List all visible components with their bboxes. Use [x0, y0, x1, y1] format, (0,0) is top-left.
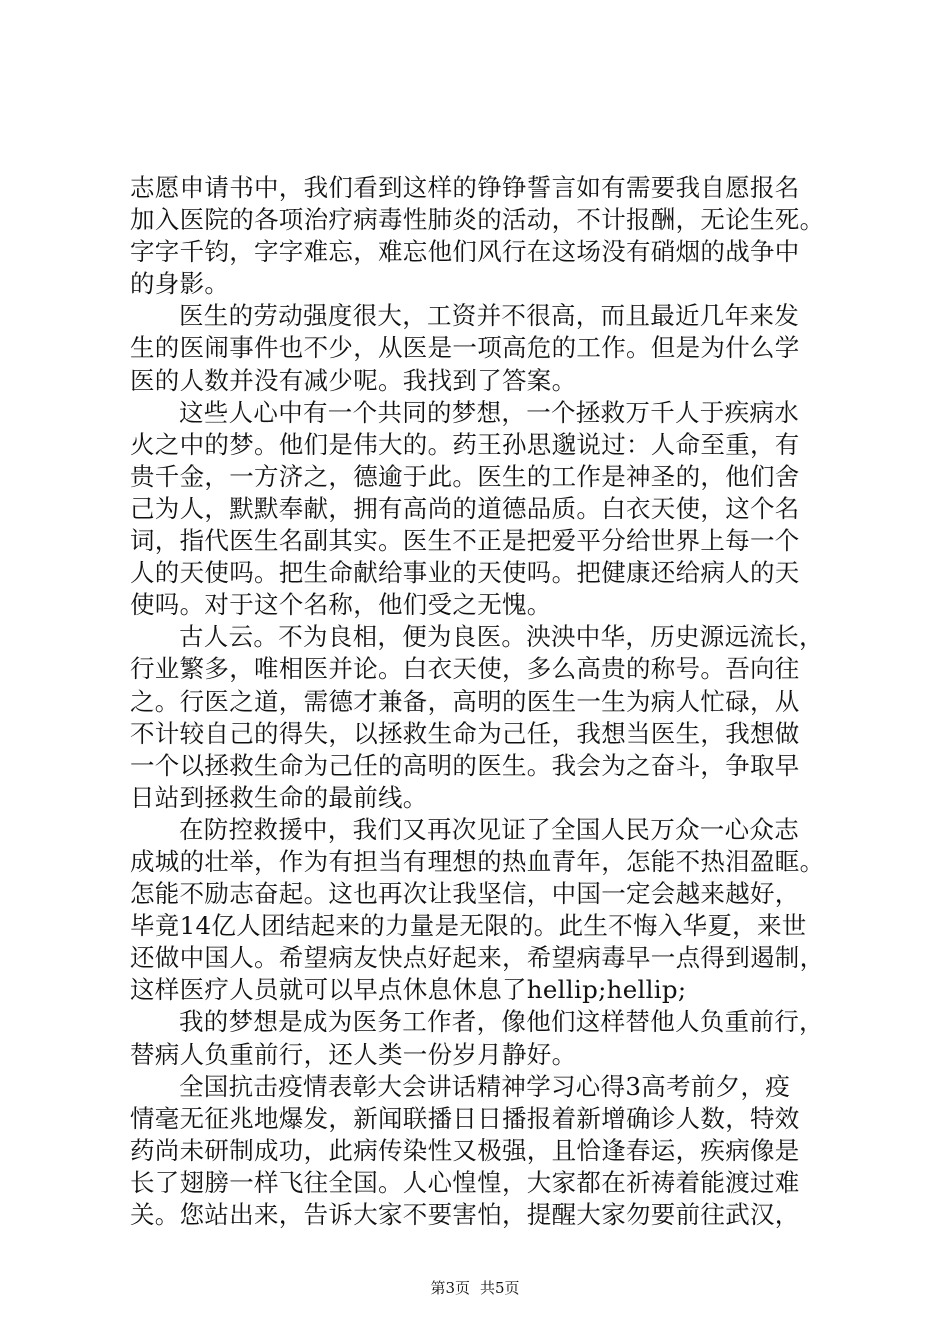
text-line: 字字千钧，字字难忘，难忘他们风行在这场没有硝烟的战争中	[130, 237, 800, 267]
text-line: 情毫无征兆地爆发，新闻联播日日播报着新增确诊人数，特效	[130, 1103, 800, 1133]
text-line: 毕竟14亿人团结起来的力量是无限的。此生不悔入华夏，来世	[130, 911, 807, 941]
text-line: 加入医院的各项治疗病毒性肺炎的活动，不计报酬，无论生死。	[130, 205, 825, 235]
text-line: 关。您站出来，告诉大家不要害怕，提醒大家勿要前往武汉，	[130, 1200, 800, 1229]
text-line: 我的梦想是成为医务工作者，像他们这样替他人负重前行，	[179, 1007, 824, 1037]
text-line: 志愿申请书中，我们看到这样的铮铮誓言如有需要我自愿报名	[130, 173, 800, 202]
text-line: 一个以拯救生命为己任的高明的医生。我会为之奋斗，争取早	[130, 750, 800, 780]
text-line: 这些人心中有一个共同的梦想，一个拯救万千人于疾病水	[179, 397, 799, 427]
text-line: 贵千金，一方济之，德逾于此。医生的工作是神圣的，他们舍	[130, 461, 800, 491]
text-line: 医的人数并没有减少呢。我找到了答案。	[130, 365, 577, 395]
text-line: 己为人，默默奉献，拥有高尚的道德品质。白衣天使，这个名	[130, 493, 800, 523]
text-line: 在防控救援中，我们又再次见证了全国人民万众一心众志	[179, 814, 799, 844]
text-line: 词，指代医生名副其实。医生不正是把爱平分给世界上每一个	[130, 526, 800, 556]
text-line: 怎能不励志奋起。这也再次让我坚信，中国一定会越来越好，	[130, 879, 800, 909]
text-line: 生的医闹事件也不少，从医是一项高危的工作。但是为什么学	[130, 333, 800, 363]
text-line: 替病人负重前行，还人类一份岁月静好。	[130, 1039, 577, 1069]
text-line: 医生的劳动强度很大，工资并不很高，而且最近几年来发	[179, 301, 799, 331]
body-text	[130, 172, 835, 1231]
text-line: 古人云。不为良相，便为良医。泱泱中华，历史源远流长，	[179, 622, 824, 652]
text-line: 长了翅膀一样飞往全国。人心惶惶，大家都在祈祷着能渡过难	[130, 1167, 800, 1197]
page-footer	[0, 1278, 950, 1298]
text-line: 成城的壮举，作为有担当有理想的热血青年，怎能不热泪盈眶。	[130, 846, 825, 876]
text-line: 全国抗击疫情表彰大会讲话精神学习心得3高考前夕，疫	[179, 1071, 791, 1101]
text-line: 不计较自己的得失，以拯救生命为己任，我想当医生，我想做	[130, 718, 800, 748]
text-line: 行业繁多，唯相医并论。白衣天使，多么高贵的称号。吾向往	[130, 654, 800, 684]
text-line: 这样医疗人员就可以早点休息休息了hellip;hellip;	[130, 975, 687, 1005]
text-line: 火之中的梦。他们是伟大的。药王孙思邈说过：人命至重，有	[130, 429, 800, 459]
text-line: 药尚未研制成功，此病传染性又极强，且恰逢春运，疾病像是	[130, 1135, 800, 1165]
text-line: 使吗。对于这个名称，他们受之无愧。	[130, 590, 552, 620]
page-total: 共5页	[480, 1279, 520, 1297]
text-line: 的身影。	[130, 269, 230, 299]
text-line: 还做中国人。希望病友快点好起来，希望病毒早一点得到遏制，	[130, 943, 825, 973]
text-line: 人的天使吗。把生命献给事业的天使吗。把健康还给病人的天	[130, 558, 800, 588]
text-line: 日站到拯救生命的最前线。	[130, 782, 428, 812]
page-number: 第3页	[430, 1279, 470, 1297]
text-line: 之。行医之道，需德才兼备，高明的医生一生为病人忙碌，从	[130, 686, 800, 716]
